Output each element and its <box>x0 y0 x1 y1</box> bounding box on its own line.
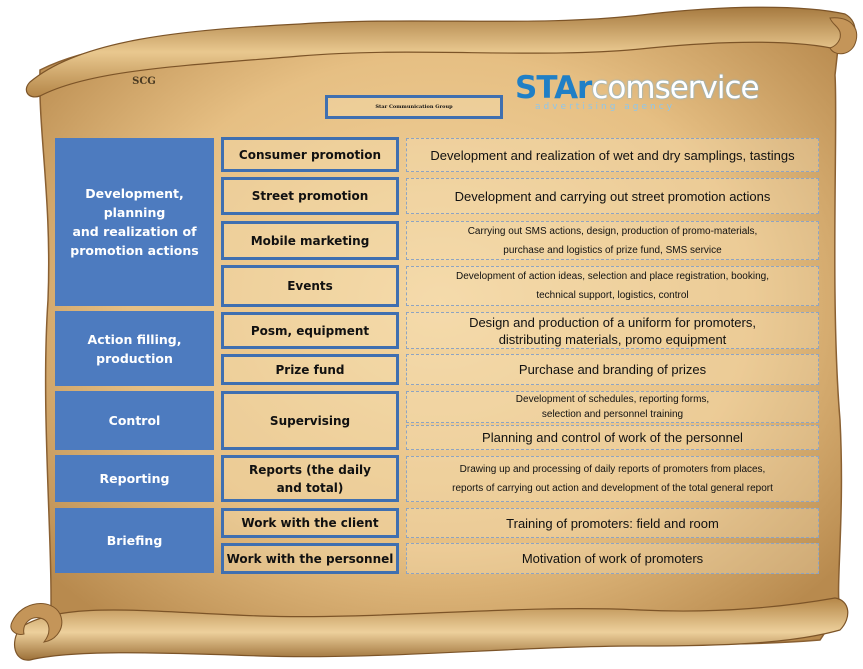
description-wet-dry-samplings: Development and realization of wet and dry samplings, tastings <box>406 138 819 172</box>
subcategory-supervising: Supervising <box>221 391 399 450</box>
subcategory-work-with-personnel: Work with the personnel <box>221 543 399 574</box>
subcategory-prize-fund: Prize fund <box>221 354 399 385</box>
description-training-promoters: Training of promoters: field and room <box>406 508 819 538</box>
description-action-ideas: Development of action ideas, selection and place registration, booking, technical support, logistics, control <box>406 266 819 306</box>
subcategory-reports: Reports (the daily and total) <box>221 455 399 502</box>
subcategory-work-with-client: Work with the client <box>221 508 399 538</box>
description-motivation: Motivation of work of promoters <box>406 543 819 574</box>
description-street-promotion: Development and carrying out street promotion actions <box>406 178 819 214</box>
description-schedules-training: Development of schedules, reporting forms, selection and personnel training <box>406 391 819 423</box>
scg-logo-mark: SCG <box>132 76 156 87</box>
starcomservice-logo <box>515 70 759 122</box>
category-control: Control <box>55 391 214 450</box>
subcategory-mobile-marketing: Mobile marketing <box>221 221 399 260</box>
subcategory-events: Events <box>221 265 399 307</box>
description-prize-branding: Purchase and branding of prizes <box>406 354 819 385</box>
subcategory-street-promotion: Street promotion <box>221 177 399 215</box>
category-development: Development, planning and realization of promotion actions <box>55 138 214 306</box>
description-daily-reports: Drawing up and processing of daily reports of promoters from places, reports of carrying out action and development of the total general report <box>406 456 819 502</box>
category-briefing: Briefing <box>55 508 214 573</box>
category-reporting: Reporting <box>55 455 214 502</box>
starcomservice-tagline: advertising agency <box>535 102 676 112</box>
brand-part-comservice: comservice <box>591 70 759 106</box>
description-uniform-production: Design and production of a uniform for promoters, distributing materials, promo equipment <box>406 312 819 349</box>
category-action-filling: Action filling, production <box>55 311 214 386</box>
starcomservice-brand <box>515 70 759 106</box>
scg-logo-subtitle: Star Communication Group <box>325 95 503 119</box>
subcategory-posm-equipment: Posm, equipment <box>221 312 399 349</box>
description-personnel-control: Planning and control of work of the personnel <box>406 425 819 450</box>
subcategory-consumer-promotion: Consumer promotion <box>221 137 399 172</box>
scg-logo <box>104 76 453 110</box>
description-sms-actions: Carrying out SMS actions, design, production of promo-materials, purchase and logistics of prize fund, SMS service <box>406 221 819 260</box>
brand-part-star: STAr <box>515 70 592 106</box>
